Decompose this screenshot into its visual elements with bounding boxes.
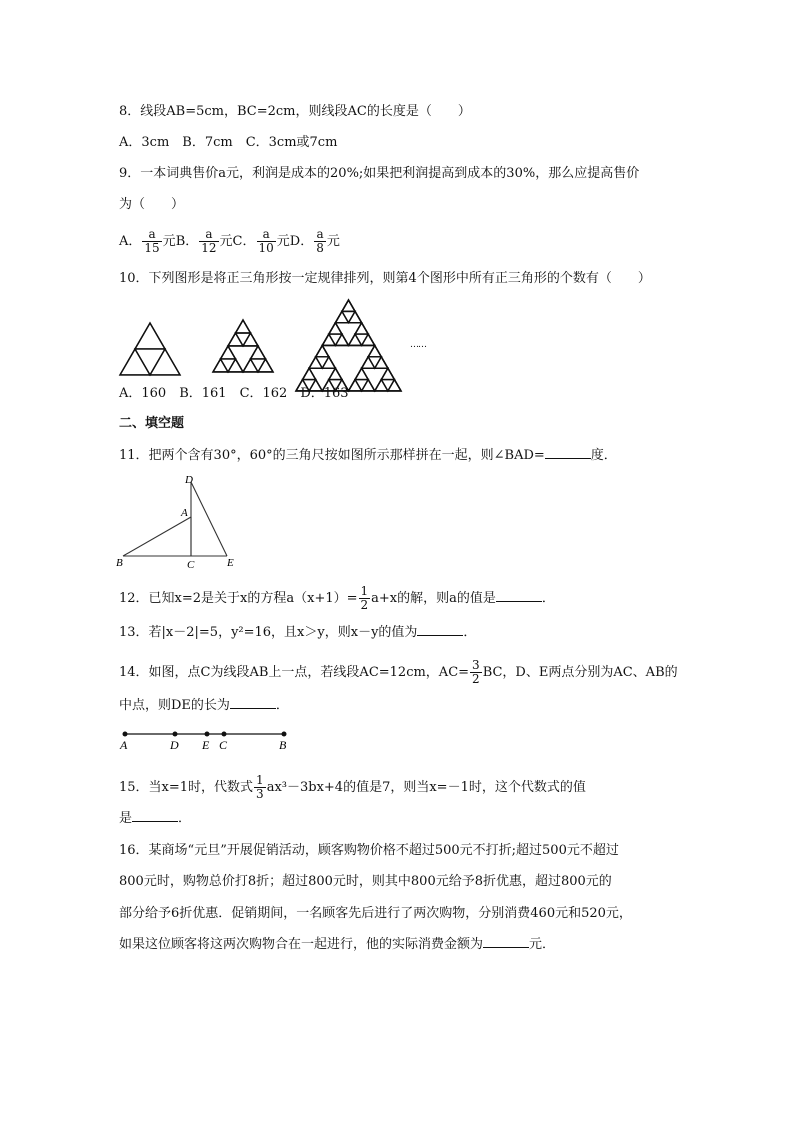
q9-stem-line2: 为（ ） xyxy=(119,197,185,212)
q14-segment-diagram xyxy=(118,726,298,752)
fraction-numerator: a xyxy=(257,228,276,242)
fraction-denominator: 2 xyxy=(472,672,480,686)
figure2-triangle-inner xyxy=(236,333,251,346)
figure3-triangle xyxy=(375,357,388,368)
point-c-dot xyxy=(222,732,227,737)
q10-ellipsis: …… xyxy=(410,340,426,350)
figure3-triangle xyxy=(335,311,348,322)
answer-blank[interactable] xyxy=(230,708,276,709)
figure3-triangle-inner xyxy=(342,311,355,322)
figure2-triangle-inner xyxy=(251,359,266,372)
q14-text2-a: 中点，则DE的长为 xyxy=(119,698,230,713)
figure3-triangle xyxy=(349,380,362,391)
q9-option-b-label: B． xyxy=(175,234,199,249)
figure3-triangle xyxy=(335,334,348,345)
figure3-triangle-inner xyxy=(368,357,381,368)
q9-option-c-unit: 元 xyxy=(276,234,290,249)
figure1-triangle xyxy=(135,323,165,349)
point-label-d: D xyxy=(170,738,179,752)
figure3-triangle xyxy=(388,380,401,391)
figure3-triangle xyxy=(362,357,375,368)
q9-options xyxy=(119,228,340,255)
point-label-d: D xyxy=(185,474,193,486)
q10-stem: 10．下列图形是将正三角形按一定规律排列，则第4个图形中所有正三角形的个数有（ ） xyxy=(119,271,651,286)
figure3-triangle xyxy=(322,357,335,368)
q9-option-d-label: D． xyxy=(289,234,314,249)
figure3-triangle xyxy=(349,311,362,322)
fraction-numerator: a xyxy=(142,228,161,242)
fraction-numerator: 3 xyxy=(472,658,480,672)
figure3-triangle xyxy=(375,380,388,391)
figure2-triangle xyxy=(258,359,273,372)
q13-text: 13．若|x－2|=5，y²=16，且x＞y，则x－y的值为 xyxy=(119,625,418,640)
q16-line2: 800元时，购物总价打8折；超过800元时，则其中800元给予8折优惠，超过800元的 xyxy=(119,874,612,889)
q15-stem-line2 xyxy=(119,810,191,828)
q9-option-b-unit: 元 xyxy=(219,234,233,249)
figure2-triangle xyxy=(221,346,236,359)
q13-stem xyxy=(119,624,476,642)
figure2-triangle xyxy=(228,333,243,346)
q13-end: ． xyxy=(463,625,477,640)
point-a-dot xyxy=(123,732,128,737)
fraction-denominator: 8 xyxy=(316,241,324,255)
q12-stem xyxy=(119,585,555,612)
point-label-c: C xyxy=(219,738,228,752)
q9-option-d-unit: 元 xyxy=(326,234,340,249)
q9-option-b-fraction xyxy=(199,228,218,255)
fraction-numerator: 1 xyxy=(360,584,369,598)
figure2-triangle xyxy=(243,359,258,372)
q15-text2-b: ． xyxy=(178,811,192,826)
figure3-triangle xyxy=(368,345,381,356)
q12-fraction xyxy=(359,585,371,612)
figure3-triangle xyxy=(329,368,342,379)
figure3-triangle xyxy=(342,300,355,311)
point-label-b: B xyxy=(279,738,287,752)
figure3-triangle xyxy=(309,357,322,368)
figure3-triangle xyxy=(362,380,375,391)
q15-stem-line1 xyxy=(119,774,586,801)
q15-text-b: ax³－3bx+4的值是7，则当x=－1时，这个代数式的值 xyxy=(266,780,586,795)
q14-text2-b: ． xyxy=(275,698,289,713)
figure2-triangle xyxy=(228,359,243,372)
fraction-denominator: 10 xyxy=(258,241,274,255)
fraction-denominator: 15 xyxy=(144,241,160,255)
q11-stem xyxy=(119,447,617,465)
q14-fraction xyxy=(470,659,482,686)
q10-triangle-figures xyxy=(118,298,428,378)
figure3-triangle xyxy=(303,368,316,379)
answer-blank[interactable] xyxy=(417,635,463,636)
figure2-triangle xyxy=(213,359,228,372)
answer-blank[interactable] xyxy=(496,601,542,602)
q11-triangle-diagram xyxy=(115,474,245,571)
q15-text2-a: 是 xyxy=(119,811,133,826)
q15-text-a: 15．当x=1时，代数式 xyxy=(119,780,254,795)
q9-option-d-fraction xyxy=(314,228,326,255)
figure2-triangle xyxy=(251,346,266,359)
q16-text-b: 元． xyxy=(529,937,556,952)
figure2-triangle xyxy=(236,320,251,333)
point-e-dot xyxy=(205,732,210,737)
fraction-denominator: 3 xyxy=(256,787,264,801)
q14-stem-line1 xyxy=(119,659,678,686)
fraction-denominator: 12 xyxy=(201,241,217,255)
figure3-triangle xyxy=(329,323,342,334)
answer-blank[interactable] xyxy=(483,947,529,948)
figure1-triangle-inner xyxy=(135,349,165,375)
q16-line1: 16．某商场“元旦”开展促销活动，顾客购物价格不超过500元不打折;超过500元不超过 xyxy=(119,843,619,858)
q8-stem: 8．线段AB=5cm，BC=2cm，则线段AC的长度是（ ） xyxy=(119,104,471,119)
q9-option-a-fraction xyxy=(142,228,161,255)
figure3-triangle-inner xyxy=(381,380,394,391)
figure2-triangle xyxy=(243,333,258,346)
figure3-triangle-inner xyxy=(329,334,342,345)
q16-line3: 部分给予6折优惠．促销期间，一名顾客先后进行了两次购物，分别消费460元和520元， xyxy=(119,906,632,921)
figure1-triangle xyxy=(120,349,150,375)
point-label-e: E xyxy=(202,738,210,752)
fraction-numerator: a xyxy=(314,228,326,242)
q11-unit: 度． xyxy=(590,448,617,463)
figure3-triangle xyxy=(355,323,368,334)
figure3-triangle xyxy=(316,345,329,356)
point-label-a: A xyxy=(120,738,128,752)
q14-text-b: BC，D、E两点分别为AC、AB的 xyxy=(482,665,678,680)
q11-text: 11．把两个含有30°，60°的三角尺按如图所示那样拼在一起，则∠BAD= xyxy=(119,448,545,463)
fraction-numerator: 1 xyxy=(256,773,264,787)
point-label-b: B xyxy=(116,557,123,569)
q9-option-a-unit: 元 xyxy=(162,234,176,249)
q9-stem-line1: 9．一本词典售价a元，利润是成本的20%;如果把利润提高到成本的30%，那么应提高售价 xyxy=(119,166,640,181)
point-label-a: A xyxy=(181,507,188,519)
point-label-e: E xyxy=(227,557,234,569)
figure3-triangle xyxy=(381,368,394,379)
answer-blank[interactable] xyxy=(132,821,178,822)
point-label-c: C xyxy=(187,559,195,571)
figure3-triangle xyxy=(355,368,368,379)
q8-options: A．3cm B．7cm C．3cm或7cm xyxy=(119,135,338,150)
answer-blank[interactable] xyxy=(545,458,591,459)
q12-text-b: a+x的解，则a的值是 xyxy=(371,591,496,606)
q14-text-a: 14．如图，点C为线段AB上一点，若线段AC=12cm，AC= xyxy=(119,665,470,680)
fraction-numerator: a xyxy=(199,228,218,242)
figure3-triangle xyxy=(322,334,335,345)
q14-stem-line2 xyxy=(119,697,289,715)
q9-option-c-fraction xyxy=(257,228,276,255)
q12-text-a: 12．已知x=2是关于x的方程a（x+1）= xyxy=(119,591,358,606)
q9-option-c-label: C． xyxy=(232,234,256,249)
figure1-triangle xyxy=(150,349,180,375)
point-d-dot xyxy=(173,732,178,737)
figure3-triangle-inner xyxy=(316,357,329,368)
q16-text-a: 如果这位顾客将这两次购物合在一起进行，他的实际消费金额为 xyxy=(119,937,484,952)
q12-text-c: ． xyxy=(541,591,555,606)
point-b-dot xyxy=(282,732,287,737)
fraction-denominator: 2 xyxy=(360,598,369,612)
q9-option-a-label: A． xyxy=(119,234,142,249)
figure3-triangle xyxy=(362,334,375,345)
q15-fraction xyxy=(254,774,266,801)
figure3-triangle-inner xyxy=(355,334,368,345)
q16-line4 xyxy=(119,936,555,954)
q10-options: A．160 B．161 C．162 D．163 xyxy=(119,386,349,401)
figure3-triangle xyxy=(349,334,362,345)
section-title-fill-in: 二、填空题 xyxy=(119,416,185,431)
figure3-triangle-inner xyxy=(355,380,368,391)
figure2-triangle-inner xyxy=(221,359,236,372)
